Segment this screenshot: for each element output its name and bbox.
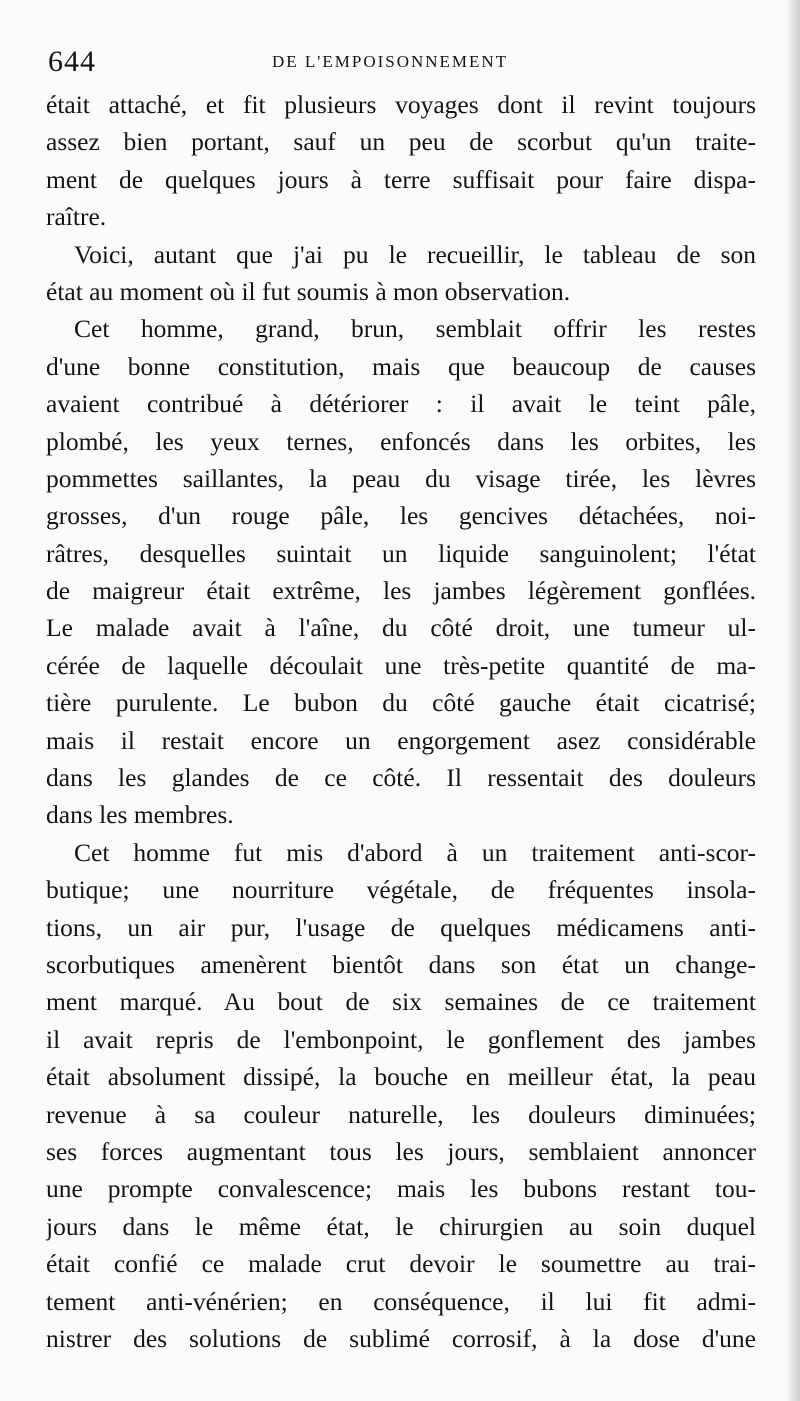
text-line: était attaché, et fit plusieurs voyages dont il revint toujours	[46, 90, 756, 119]
page-number: 644	[48, 45, 96, 78]
text-line: d'une bonne constitution, mais que beaucoup de causes	[46, 351, 756, 381]
text-line: jours dans le même état, le chirurgien au soin duquel	[46, 1211, 756, 1241]
page-header	[48, 42, 762, 82]
text-line: Cet homme fut mis d'abord à un traitement anti-scor-	[74, 837, 756, 867]
text-line: une prompte convalescence; mais les bubons restant tou-	[46, 1174, 756, 1204]
text-line: dans les membres.	[46, 800, 234, 830]
text-line: assez bien portant, sauf un peu de scorbut qu'un traite-	[46, 127, 756, 157]
text-line: de maigreur était extrême, les jambes légèrement gonflées.	[46, 576, 756, 606]
page-edge-shadow	[786, 0, 800, 1401]
text-line: tement anti-vénérien; en conséquence, il lui fit admi-	[46, 1286, 756, 1316]
body-text	[46, 86, 756, 1357]
text-line: ment marqué. Au bout de six semaines de ce traitement	[46, 987, 756, 1017]
text-line: Cet homme, grand, brun, semblait offrir les restes	[74, 314, 756, 344]
text-line: Voici, autant que j'ai pu le recueillir, le tableau de son	[74, 239, 756, 269]
text-line: avaient contribué à détériorer : il avait le teint pâle,	[46, 389, 756, 419]
text-line: était absolument dissipé, la bouche en meilleur état, la peau	[46, 1062, 756, 1092]
text-line: nistrer des solutions de sublimé corrosif, à la dose d'une	[46, 1323, 756, 1353]
text-line: ses forces augmentant tous les jours, semblaient annoncer	[46, 1136, 756, 1166]
text-line: plombé, les yeux ternes, enfoncés dans les orbites, les	[46, 426, 756, 456]
text-line: butique; une nourriture végétale, de fréquentes insola-	[46, 875, 756, 905]
text-line: mais il restait encore un engorgement asez considérable	[46, 725, 756, 755]
text-line: tions, un air pur, l'usage de quelques médicamens anti-	[46, 912, 756, 942]
text-line: était confié ce malade crut devoir le soumettre au trai-	[46, 1249, 756, 1279]
text-line: scorbutiques amenèrent bientôt dans son état un change-	[46, 949, 756, 979]
text-line: raître.	[46, 202, 107, 232]
text-line: revenue à sa couleur naturelle, les douleurs diminuées;	[46, 1099, 756, 1129]
running-head: DE L'EMPOISONNEMENT	[272, 52, 509, 71]
text-line: il avait repris de l'embonpoint, le gonflement des jambes	[46, 1024, 756, 1054]
text-line: dans les glandes de ce côté. Il ressentait des douleurs	[46, 763, 756, 793]
text-line: râtres, desquelles suintait un liquide sanguinolent; l'état	[46, 538, 756, 568]
text-line: ment de quelques jours à terre suffisait pour faire dispa-	[46, 164, 756, 194]
text-line: pommettes saillantes, la peau du visage tirée, les lèvres	[46, 463, 756, 493]
text-line: tière purulente. Le bubon du côté gauche était cicatrisé;	[46, 688, 756, 718]
text-line: grosses, d'un rouge pâle, les gencives détachées, noi-	[46, 501, 756, 531]
text-line: état au moment où il fut soumis à mon observation.	[46, 276, 571, 306]
text-line: cérée de laquelle découlait une très-petite quantité de ma-	[46, 650, 756, 680]
text-line: Le malade avait à l'aîne, du côté droit, une tumeur ul-	[46, 613, 756, 643]
